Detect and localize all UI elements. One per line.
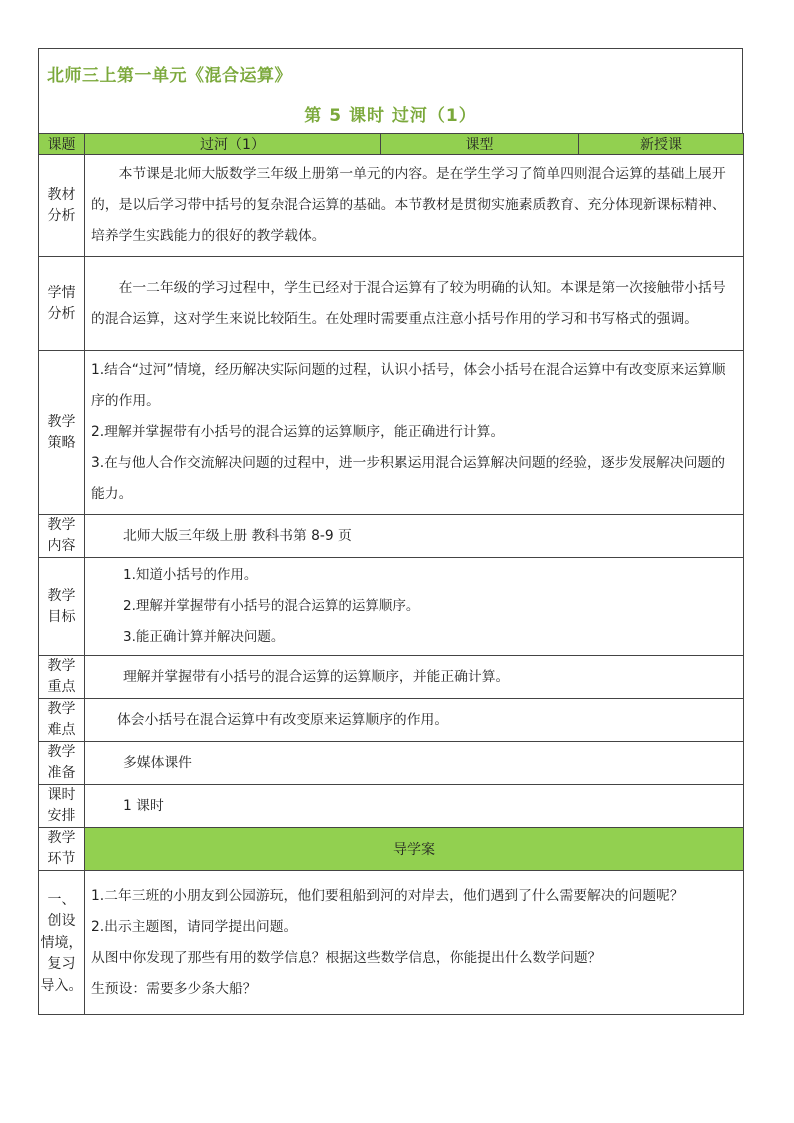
goal-item: 3.能正确计算并解决问题。 (123, 629, 285, 645)
phase-label: 教学 环节 (39, 828, 85, 871)
strategy-row (39, 351, 744, 515)
goal-item: 1.知道小括号的作用。 (123, 567, 258, 583)
intro-label: 一、 创设 情境， 复习 导入。 (39, 871, 85, 1015)
lesson-plan-page (38, 48, 743, 1015)
key-points-row (39, 656, 744, 699)
intro-line: 生预设：需要多少条大船？ (91, 980, 257, 997)
goals-label: 教学 目标 (39, 558, 85, 656)
difficulties-row (39, 699, 744, 742)
goals-row (39, 558, 744, 656)
intro-line: 2.出示主题图，请同学提出问题。 (91, 918, 298, 935)
strategy-item: 2.理解并掌握带有小括号的混合运算的运算顺序，能正确进行计算。 (91, 424, 505, 440)
strategy-label: 教学 策略 (39, 351, 85, 515)
students-row (39, 257, 744, 351)
schedule-row (39, 785, 744, 828)
content-row (39, 515, 744, 558)
schedule-label: 课时 安排 (39, 785, 85, 828)
lesson-type-label: 课型 (381, 134, 579, 155)
intro-line: 从图中你发现了那些有用的数学信息？根据这些数学信息，你能提出什么数学问题？ (91, 949, 602, 966)
intro-content (85, 871, 744, 1015)
goal-item: 2.理解并掌握带有小括号的混合运算的运算顺序。 (123, 598, 420, 614)
topic-label: 课题 (39, 134, 85, 155)
preparation-text: 多媒体课件 (85, 742, 744, 785)
material-row (39, 155, 744, 257)
difficulties-text: 体会小括号在混合运算中有改变原来运算顺序的作用。 (85, 699, 744, 742)
material-label: 教材 分析 (39, 155, 85, 257)
difficulties-label: 教学 难点 (39, 699, 85, 742)
key-points-label: 教学 重点 (39, 656, 85, 699)
lesson-plan-table (38, 133, 744, 1015)
topic-value: 过河（1） (85, 134, 381, 155)
schedule-text: 1 课时 (85, 785, 744, 828)
preparation-row (39, 742, 744, 785)
strategy-list (85, 351, 744, 515)
students-text: 在一二年级的学习过程中，学生已经对于混合运算有了较为明确的认知。本课是第一次接触带小括号的混合运算，这对学生来说比较陌生。在处理时需要重点注意小括号作用的学习和书写格式的强调。 (85, 257, 744, 351)
plan-header (38, 48, 743, 133)
unit-title: 北师三上第一单元《混合运算》 (47, 66, 292, 86)
lesson-type-value: 新授课 (579, 134, 744, 155)
material-text: 本节课是北师大版数学三年级上册第一单元的内容。是在学生学习了简单四则混合运算的基础上展开的，是以后学习带中括号的复杂混合运算的基础。本节教材是贯彻实施素质教育、充分体现新课标精神、培养学生实践能力的很好的教学载体。 (85, 155, 744, 257)
topic-row (39, 134, 744, 155)
goals-list (85, 558, 744, 656)
intro-line: 1.二年三班的小朋友到公园游玩，他们要租船到河的对岸去，他们遇到了什么需要解决的问题呢？ (91, 887, 684, 904)
lesson-title: 第 5 课时 过河（1） (304, 106, 477, 126)
content-text: 北师大版三年级上册 教科书第 8-9 页 (85, 515, 744, 558)
key-points-text: 理解并掌握带有小括号的混合运算的运算顺序，并能正确计算。 (85, 656, 744, 699)
strategy-item: 3.在与他人合作交流解决问题的过程中，进一步积累运用混合运算解决问题的经验，逐步发展解决问题的能力。 (91, 455, 726, 502)
phase-row (39, 828, 744, 871)
strategy-item: 1.结合“过河”情境，经历解决实际问题的过程，认识小括号，体会小括号在混合运算中有改变原来运算顺序的作用。 (91, 362, 726, 409)
students-label: 学情 分析 (39, 257, 85, 351)
content-label: 教学 内容 (39, 515, 85, 558)
guide-heading: 导学案 (85, 828, 744, 871)
preparation-label: 教学 准备 (39, 742, 85, 785)
intro-row (39, 871, 744, 1015)
